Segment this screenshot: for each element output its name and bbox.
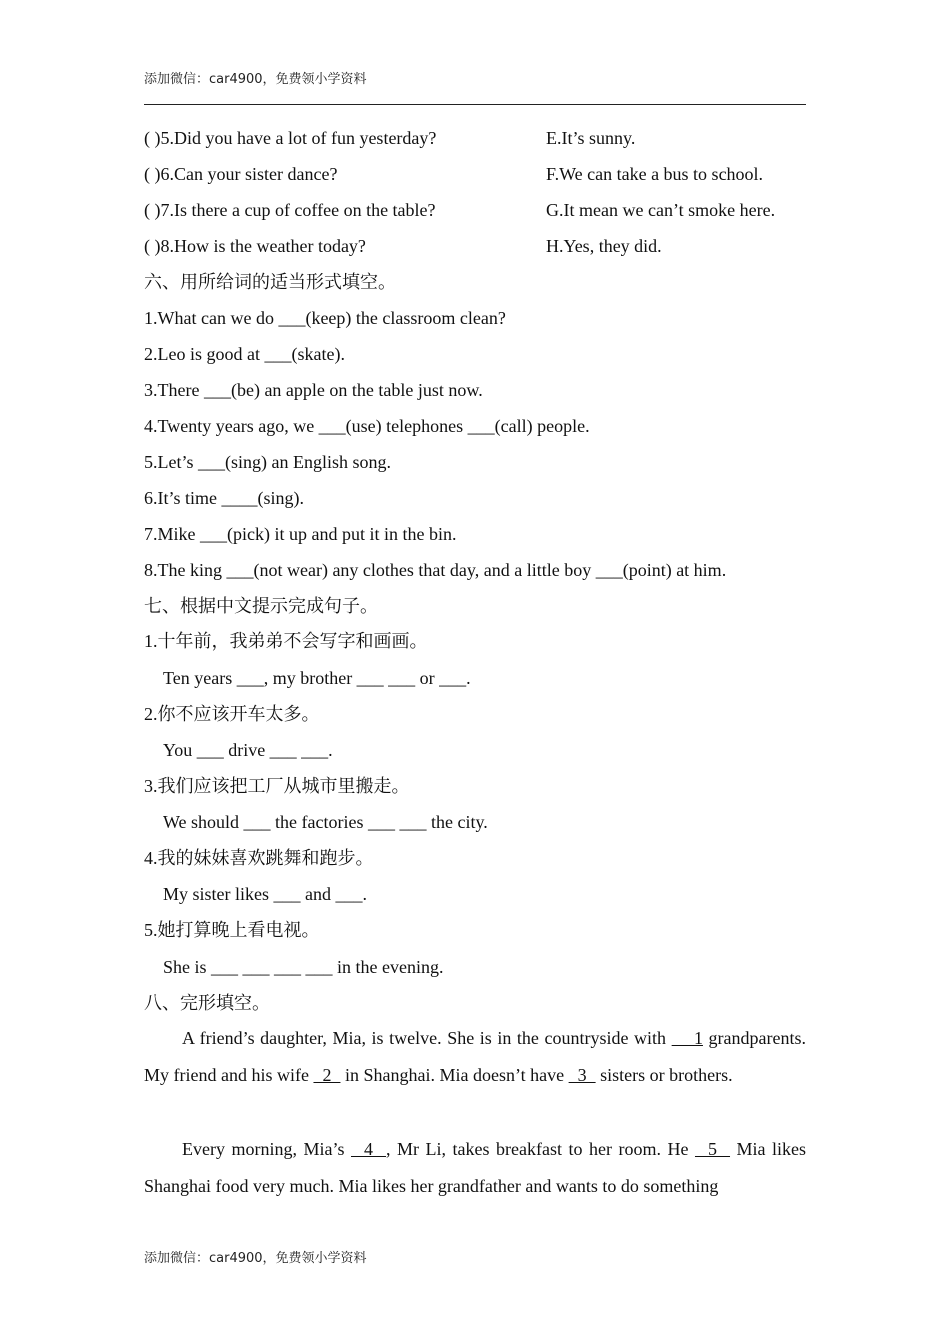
matching-question: ( )6.Can your sister dance?: [144, 164, 338, 184]
cloze-blank-3: 3: [568, 1065, 596, 1085]
cloze-blank-5: 5: [694, 1139, 731, 1159]
fill-in-item: 4.Twenty years ago, we ___(use) telephones ___(call) people.: [144, 416, 590, 436]
cloze-text: , Mr Li, takes breakfast to her room. He: [386, 1139, 695, 1159]
chinese-prompt: 5.她打算晚上看电视。: [144, 920, 320, 940]
fill-in-item: 2.Leo is good at ___(skate).: [144, 344, 345, 364]
fill-in-item: 6.It’s time ____(sing).: [144, 488, 304, 508]
chinese-prompt: 1.十年前，我弟弟不会写字和画画。: [144, 631, 428, 651]
fill-in-item: 3.There ___(be) an apple on the table just now.: [144, 380, 483, 400]
cloze-text: in Shanghai. Mia doesn’t have: [340, 1065, 569, 1085]
fill-in-item: 7.Mike ___(pick) it up and put it in the bin.: [144, 524, 457, 544]
english-sentence: We should ___ the factories ___ ___ the city.: [163, 812, 488, 832]
cloze-text: Mia likes Shanghai food very much. Mia likes her grandfather and wants to do something: [144, 1139, 807, 1196]
chinese-prompt: 3.我们应该把工厂从城市里搬走。: [144, 776, 410, 796]
section-8-title: 八、完形填空。: [144, 993, 270, 1013]
fill-in-item: 5.Let’s ___(sing) an English song.: [144, 452, 391, 472]
matching-answer: F.We can take a bus to school.: [546, 164, 764, 184]
cloze-paragraph-2: [144, 1131, 806, 1205]
matching-answer: G.It mean we can’t smoke here.: [546, 200, 776, 220]
cloze-text: grandparents. My friend and his wife: [144, 1028, 806, 1085]
cloze-paragraph-1: [144, 1020, 806, 1094]
cloze-text: sisters or brothers.: [595, 1065, 733, 1085]
english-sentence: Ten years ___, my brother ___ ___ or ___.: [163, 668, 471, 688]
cloze-text: A friend’s daughter, Mia, is twelve. She is in the countryside with: [182, 1028, 672, 1048]
chinese-prompt: 4.我的妹妹喜欢跳舞和跑步。: [144, 848, 374, 868]
matching-question: ( )8.How is the weather today?: [144, 236, 366, 256]
english-sentence: My sister likes ___ and ___.: [163, 884, 367, 904]
english-sentence: You ___ drive ___ ___.: [163, 740, 333, 760]
chinese-prompt: 2.你不应该开车太多。: [144, 704, 320, 724]
section-6-title: 六、用所给词的适当形式填空。: [144, 272, 396, 292]
matching-question: ( )5.Did you have a lot of fun yesterday?: [144, 128, 437, 148]
section-7-title: 七、根据中文提示完成句子。: [144, 596, 378, 616]
matching-question: ( )7.Is there a cup of coffee on the table?: [144, 200, 436, 220]
matching-answer: H.Yes, they did.: [546, 236, 662, 256]
fill-in-item: 8.The king ___(not wear) any clothes that day, and a little boy ___(point) at him.: [144, 560, 727, 580]
cloze-blank-4: 4: [351, 1139, 387, 1159]
header-rule: [144, 104, 806, 105]
header-note: 添加微信：car4900，免费领小学资料: [144, 72, 367, 87]
fill-in-item: 1.What can we do ___(keep) the classroom clean?: [144, 308, 506, 328]
cloze-blank-1: 1: [671, 1028, 703, 1048]
cloze-text: Every morning, Mia’s: [182, 1139, 351, 1159]
english-sentence: She is ___ ___ ___ ___ in the evening.: [163, 957, 444, 977]
matching-answer: E.It’s sunny.: [546, 128, 636, 148]
footer-note: 添加微信：car4900，免费领小学资料: [144, 1251, 367, 1266]
cloze-blank-2: 2: [313, 1065, 341, 1085]
